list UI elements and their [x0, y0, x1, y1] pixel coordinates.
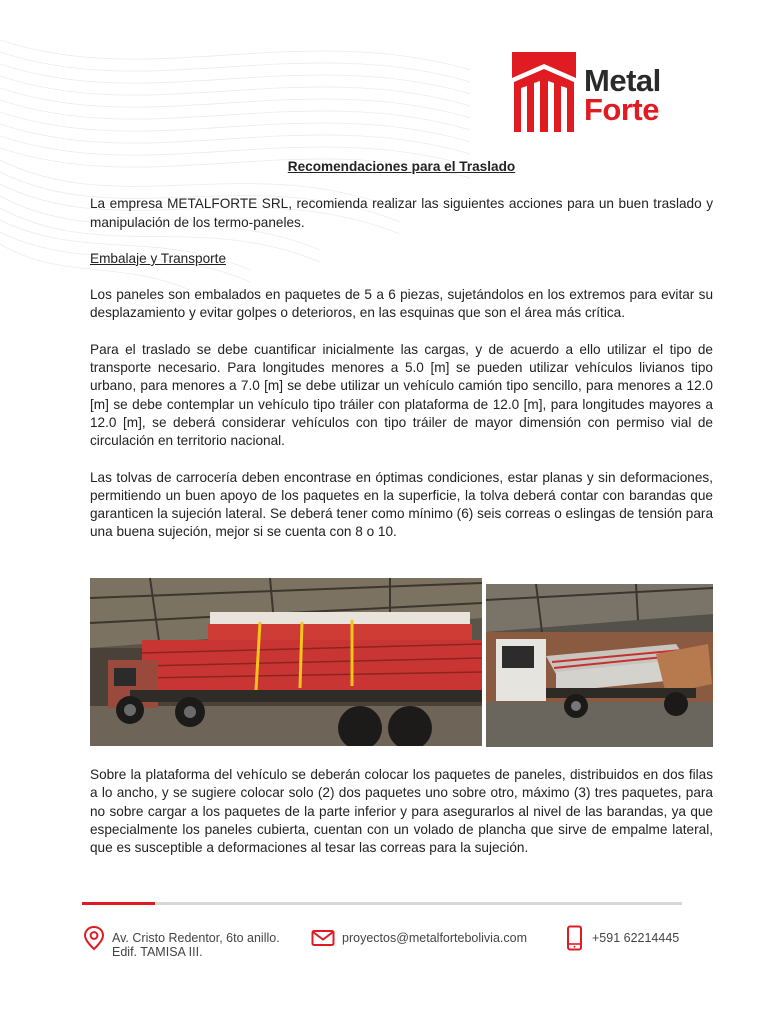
company-logo: [512, 52, 692, 134]
paragraph-transport: Para el traslado se debe cuantificar inicialmente las cargas, y de acuerdo a ello utilizar el tipo de transporte necesario. Para longitudes menores a 5.0 [m] se pueden utilizar vehículos livianos tipo urbano, para menores a 7.0 [m] se debe utilizar un vehículo camión tipo sencillo, para menores a 12.0 [m] se debe contemplar un vehículo tipo tráiler con plataforma de 12.0 [m], para longitudes mayores a 12.0 [m], se deberá considerar vehículos con tipo tráiler de mayor dimensión con permiso vial de circulación en territorio nacional.: [90, 341, 713, 449]
document-body-continued: [90, 766, 713, 875]
metalforte-logo-mark: [512, 52, 576, 132]
footer-phone: [562, 925, 679, 951]
paragraph-truck-beds: Las tolvas de carrocería deben encontrase en óptimas condiciones, estar planas y sin deformaciones, permitiendo un buen apoyo de los paquetes en la superficie, la tolva deberá contar con barandas que garanticen la sujeción lateral. Se deberá tener como mínimo (6) seis correas o eslingas de tensión para una buena sujeción, mejor si se cuenta con 8 o 10.: [90, 469, 713, 540]
paragraph-packaging: Los paneles son embalados en paquetes de 5 a 6 piezas, sujetándolos en los extremos para evitar su desplazamiento y evitar golpes o deterioros, en las esquinas que son el área más crítica.: [90, 287, 713, 321]
photo-truck-loaded-panels: [90, 578, 482, 746]
paragraph-stacking: Sobre la plataforma del vehículo se deberán colocar los paquetes de paneles, distribuidos en dos filas a lo ancho, y se sugiere colocar solo (2) dos paquetes uno sobre otro, máximo (3) tres paquetes, para no sobre cargar a los paquetes de la parte inferior y para asegurarlos al nivel de las barandas, ya que especialmente los paneles cubierta, cuentan con un volado de plancha que sirve de empalme lateral, que es susceptible a deformaciones al tesar las correas para la sujeción.: [90, 767, 713, 856]
logo-word-forte: Forte: [584, 92, 659, 127]
logo-word-metal: Metal: [584, 63, 661, 98]
phone-number[interactable]: +591 62214445: [592, 931, 680, 945]
email-link[interactable]: proyectos@metalfortebolivia.com: [342, 931, 527, 945]
footer-address: [82, 925, 280, 959]
footer-divider: [82, 902, 682, 905]
envelope-icon: [310, 925, 336, 951]
address-line-1: Av. Cristo Redentor, 6to anillo.: [112, 931, 280, 945]
footer-email: [310, 925, 527, 951]
document-body: [90, 158, 713, 560]
mobile-phone-icon: [562, 925, 586, 951]
intro-paragraph: La empresa METALFORTE SRL, recomienda realizar las siguientes acciones para un buen traslado y manipulación de los termo-paneles.: [90, 196, 713, 230]
photo-small-truck-panels: [486, 584, 713, 747]
logo-wordmark: [584, 63, 661, 127]
section-heading: Embalaje y Transporte: [90, 250, 227, 266]
location-pin-icon: [82, 925, 106, 951]
contact-footer: [82, 925, 702, 965]
photo-row: [90, 578, 713, 748]
document-title: Recomendaciones para el Traslado: [287, 159, 516, 174]
address-line-2: Edif. TAMISA III.: [112, 945, 203, 959]
footer-divider-accent: [82, 902, 155, 905]
